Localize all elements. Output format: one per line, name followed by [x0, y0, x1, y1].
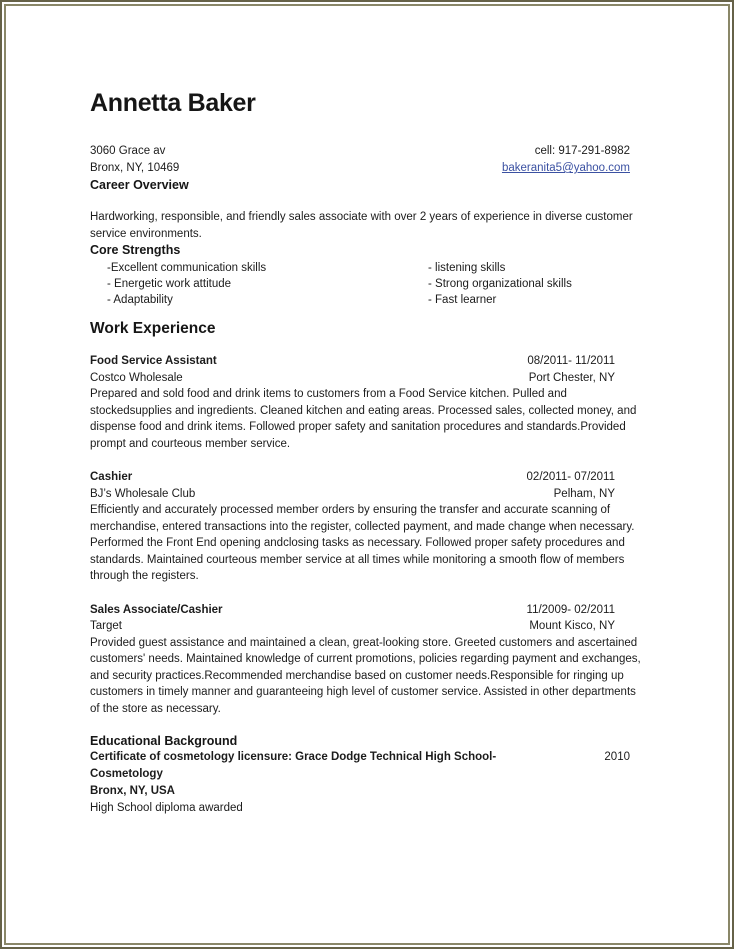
address-line-2: Bronx, NY, 10469: [90, 162, 180, 174]
strengths-row: [90, 260, 644, 276]
work-experience-heading: Work Experience: [90, 320, 216, 337]
job-subheader: [90, 618, 644, 635]
resume-content: [90, 0, 644, 817]
job-header: [90, 602, 644, 619]
strengths-row: [90, 292, 644, 308]
education-heading: Educational Background: [90, 734, 238, 748]
job-description: Provided guest assistance and maintained a clean, great-looking store. Greeted customers and ascertained customers' needs. Maintained knowledge of current promotions, policies regarding payment and exchanges, and security practices.Recommended merchandise based on customer needs.Responsible for ringing up customers in timely manner and guaranteeing high level of customer service. Assisted in other departments of the store as necessary.: [90, 636, 641, 715]
job-entry-cashier: [90, 469, 644, 585]
job-dates: 02/2011- 07/2011: [526, 471, 615, 483]
job-company: Costco Wholesale: [90, 371, 183, 384]
strength-item: - Energetic work attitude: [107, 278, 232, 290]
job-header: [90, 469, 644, 486]
job-title: Food Service Assistant: [90, 355, 217, 367]
job-company: Target: [90, 620, 122, 632]
job-title: Sales Associate/Cashier: [90, 603, 223, 616]
job-subheader: [90, 370, 644, 387]
job-description: Efficiently and accurately processed member orders by ensuring the transfer and accurate scanning of merchandise, entered transactions into the register, collected payment, and made change when necessary. Performed the Front End opening andclosing tasks as necessary. Followed proper safety procedures and standards. Maintained courteous member service at all times while monitoring a smooth flow of members through the registers.: [90, 504, 635, 582]
job-company: BJ’s Wholesale Club: [90, 487, 196, 500]
job-dates: 11/2009- 02/2011: [526, 603, 615, 616]
job-header: [90, 353, 644, 370]
job-entry-sales-associate-cashier: [90, 602, 644, 718]
job-location: Pelham, NY: [553, 487, 615, 500]
education-section: [90, 733, 644, 817]
contact-address: [90, 143, 179, 177]
core-strengths-list: [90, 260, 644, 308]
education-location: Bronx, NY, USA: [90, 785, 175, 797]
strength-item: -Excellent communication skills: [107, 262, 267, 274]
contact-phone-email: [502, 143, 644, 177]
strength-item: - Strong organizational skills: [428, 278, 572, 290]
job-dates: 08/2011- 11/2011: [527, 355, 615, 367]
core-strengths-heading: Core Strengths: [90, 243, 181, 257]
strengths-row: [90, 276, 644, 292]
job-title: Cashier: [90, 471, 133, 483]
education-year: 2010: [604, 751, 630, 763]
career-overview-heading: Career Overview: [90, 178, 189, 192]
job-location: Port Chester, NY: [528, 371, 615, 384]
address-line-1: 3060 Grace av: [90, 145, 166, 157]
education-certificate-row: [90, 749, 644, 783]
job-entry-food-service-assistant: [90, 353, 644, 452]
job-description: Prepared and sold food and drink items to customers from a Food Service kitchen. Pulled and stockedsupplies and ingredients. Cleaned kitchen and eating areas. Processed sales, collected money, and dispense food and drink items. Followed proper safety and sanitation procedures and standards.Provided prompt and courteous member service.: [90, 388, 637, 450]
email-link[interactable]: bakeranita5@yahoo.com: [501, 162, 630, 174]
education-note: High School diploma awarded: [90, 802, 243, 814]
resume-name: Annetta Baker: [90, 89, 256, 117]
job-subheader: [90, 486, 644, 503]
strength-item: - listening skills: [428, 262, 506, 274]
job-location: Mount Kisco, NY: [529, 620, 615, 632]
career-overview-text: Hardworking, responsible, and friendly sales associate with over 2 years of experience in diverse customer service environments.: [90, 211, 633, 240]
education-certificate: Certificate of cosmetology licensure: Grace Dodge Technical High School- Cosmetology: [90, 751, 497, 780]
contact-block: [90, 143, 644, 177]
strength-item: - Fast learner: [428, 294, 497, 306]
cell-phone: cell: 917-291-8982: [534, 145, 630, 157]
strength-item: - Adaptability: [107, 294, 173, 306]
